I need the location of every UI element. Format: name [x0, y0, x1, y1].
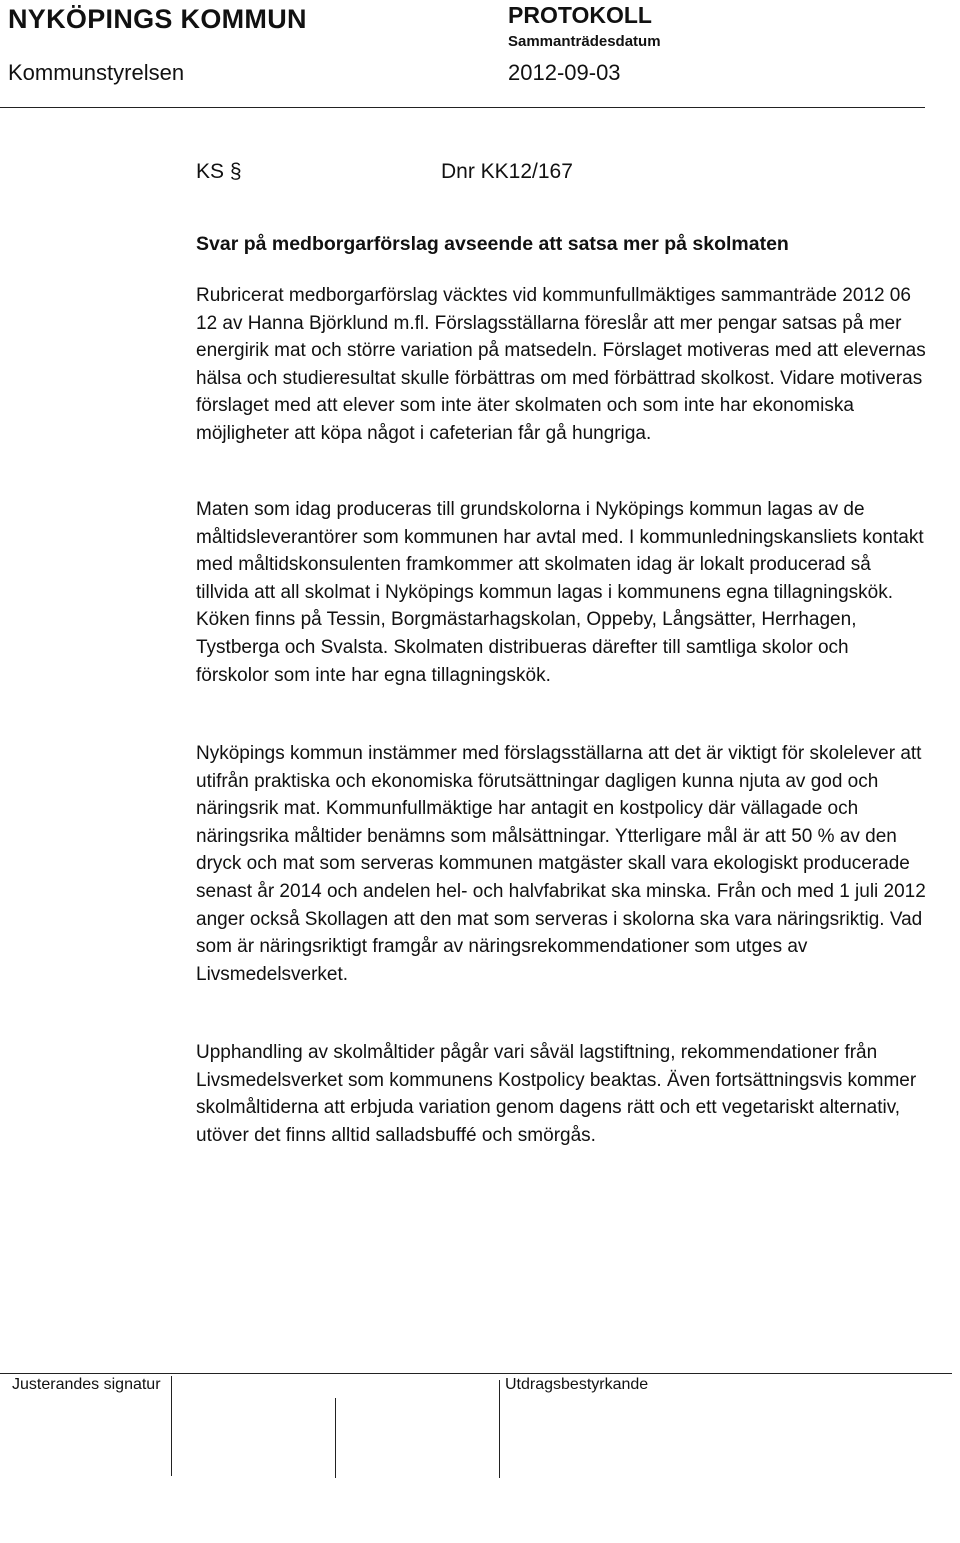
ks-paragraph-label: KS § [196, 160, 242, 183]
document-type: PROTOKOLL [508, 2, 652, 28]
meeting-date-label: Sammanträdesdatum [508, 33, 661, 50]
signature-label: Justerandes signatur [12, 1376, 161, 1393]
organization-name: NYKÖPINGS KOMMUN [8, 4, 307, 34]
meeting-date: 2012-09-03 [508, 60, 621, 85]
signature-box-divider-1 [171, 1376, 172, 1476]
department-name: Kommunstyrelsen [8, 60, 185, 85]
signature-box-divider-3 [499, 1380, 500, 1478]
signature-box-divider-2 [335, 1398, 336, 1478]
extract-certification-label: Utdragsbestyrkande [505, 1376, 649, 1393]
body-paragraph-1: Rubricerat medborgarförslag väcktes vid kommunfullmäktiges sammanträde 2012 06 12 av Hanna Björklund m.fl. Förslagsställarna föreslår att mer pengar satsas på mer energirik mat och större variation på matsedeln. Förslaget motiveras med att elevernas hälsa och studieresultat skulle förbättras om med förbättrad skolkost. Vidare motiveras förslaget med att elever som inte äter skolmaten och som inte har ekonomiska möjligheter att köpa något i cafeterian får gå hungriga. [196, 285, 926, 444]
body-paragraph-4: Upphandling av skolmåltider pågår vari såväl lagstiftning, rekommendationer från Livsmedelsverket som kommunens Kostpolicy beaktas. Även fortsättningsvis kommer skolmåltiderna att erbjuda variation genom dagens rätt och ett vegetariskt alternativ, utöver det finns alltid salladsbuffé och smörgås. [196, 1042, 917, 1146]
body-paragraph-3: Nyköpings kommun instämmer med förslagsställarna att det är viktigt för skolelever att utifrån praktiska och ekonomiska förutsättningar dagligen kunna njuta av god och näringsrik mat. Kommunfullmäktige har antagit en kostpolicy där vällagade och näringsrika måltider benämns som målsättningar. Ytterligare mål är att 50 % av den dryck och mat som serveras kommunen matgäster skall vara ekologiskt producerade senast år 2014 och andelen hel- och halvfabrikat ska minska. Från och med 1 juli 2012 anger också Skollagen att den mat som serveras i skolorna ska vara näringsriktig. Vad som är näringsriktigt framgår av näringsrekommendationer som utges av Livsmedelsverket. [196, 743, 926, 985]
footer-divider [0, 1373, 952, 1374]
header-divider [0, 107, 925, 108]
document-title: Svar på medborgarförslag avseende att satsa mer på skolmaten [196, 233, 789, 255]
body-paragraph-2: Maten som idag produceras till grundskolorna i Nyköpings kommun lagas av de måltidsleverantörer som kommunen har avtal med. I kommunledningskansliets kontakt med måltidskonsulenten framkommer att skolmaten idag är lokalt producerad så tillvida att all skolmat i Nyköpings kommun lagas i kommunens egna tillagningskök. Köken finns på Tessin, Borgmästarhagskolan, Oppeby, Långsätter, Herrhagen, Tystberga och Svalsta. Skolmaten distribueras därefter till samtliga skolor och förskolor som inte har egna tillagningskök. [196, 499, 924, 686]
case-number: Dnr KK12/167 [441, 160, 573, 183]
